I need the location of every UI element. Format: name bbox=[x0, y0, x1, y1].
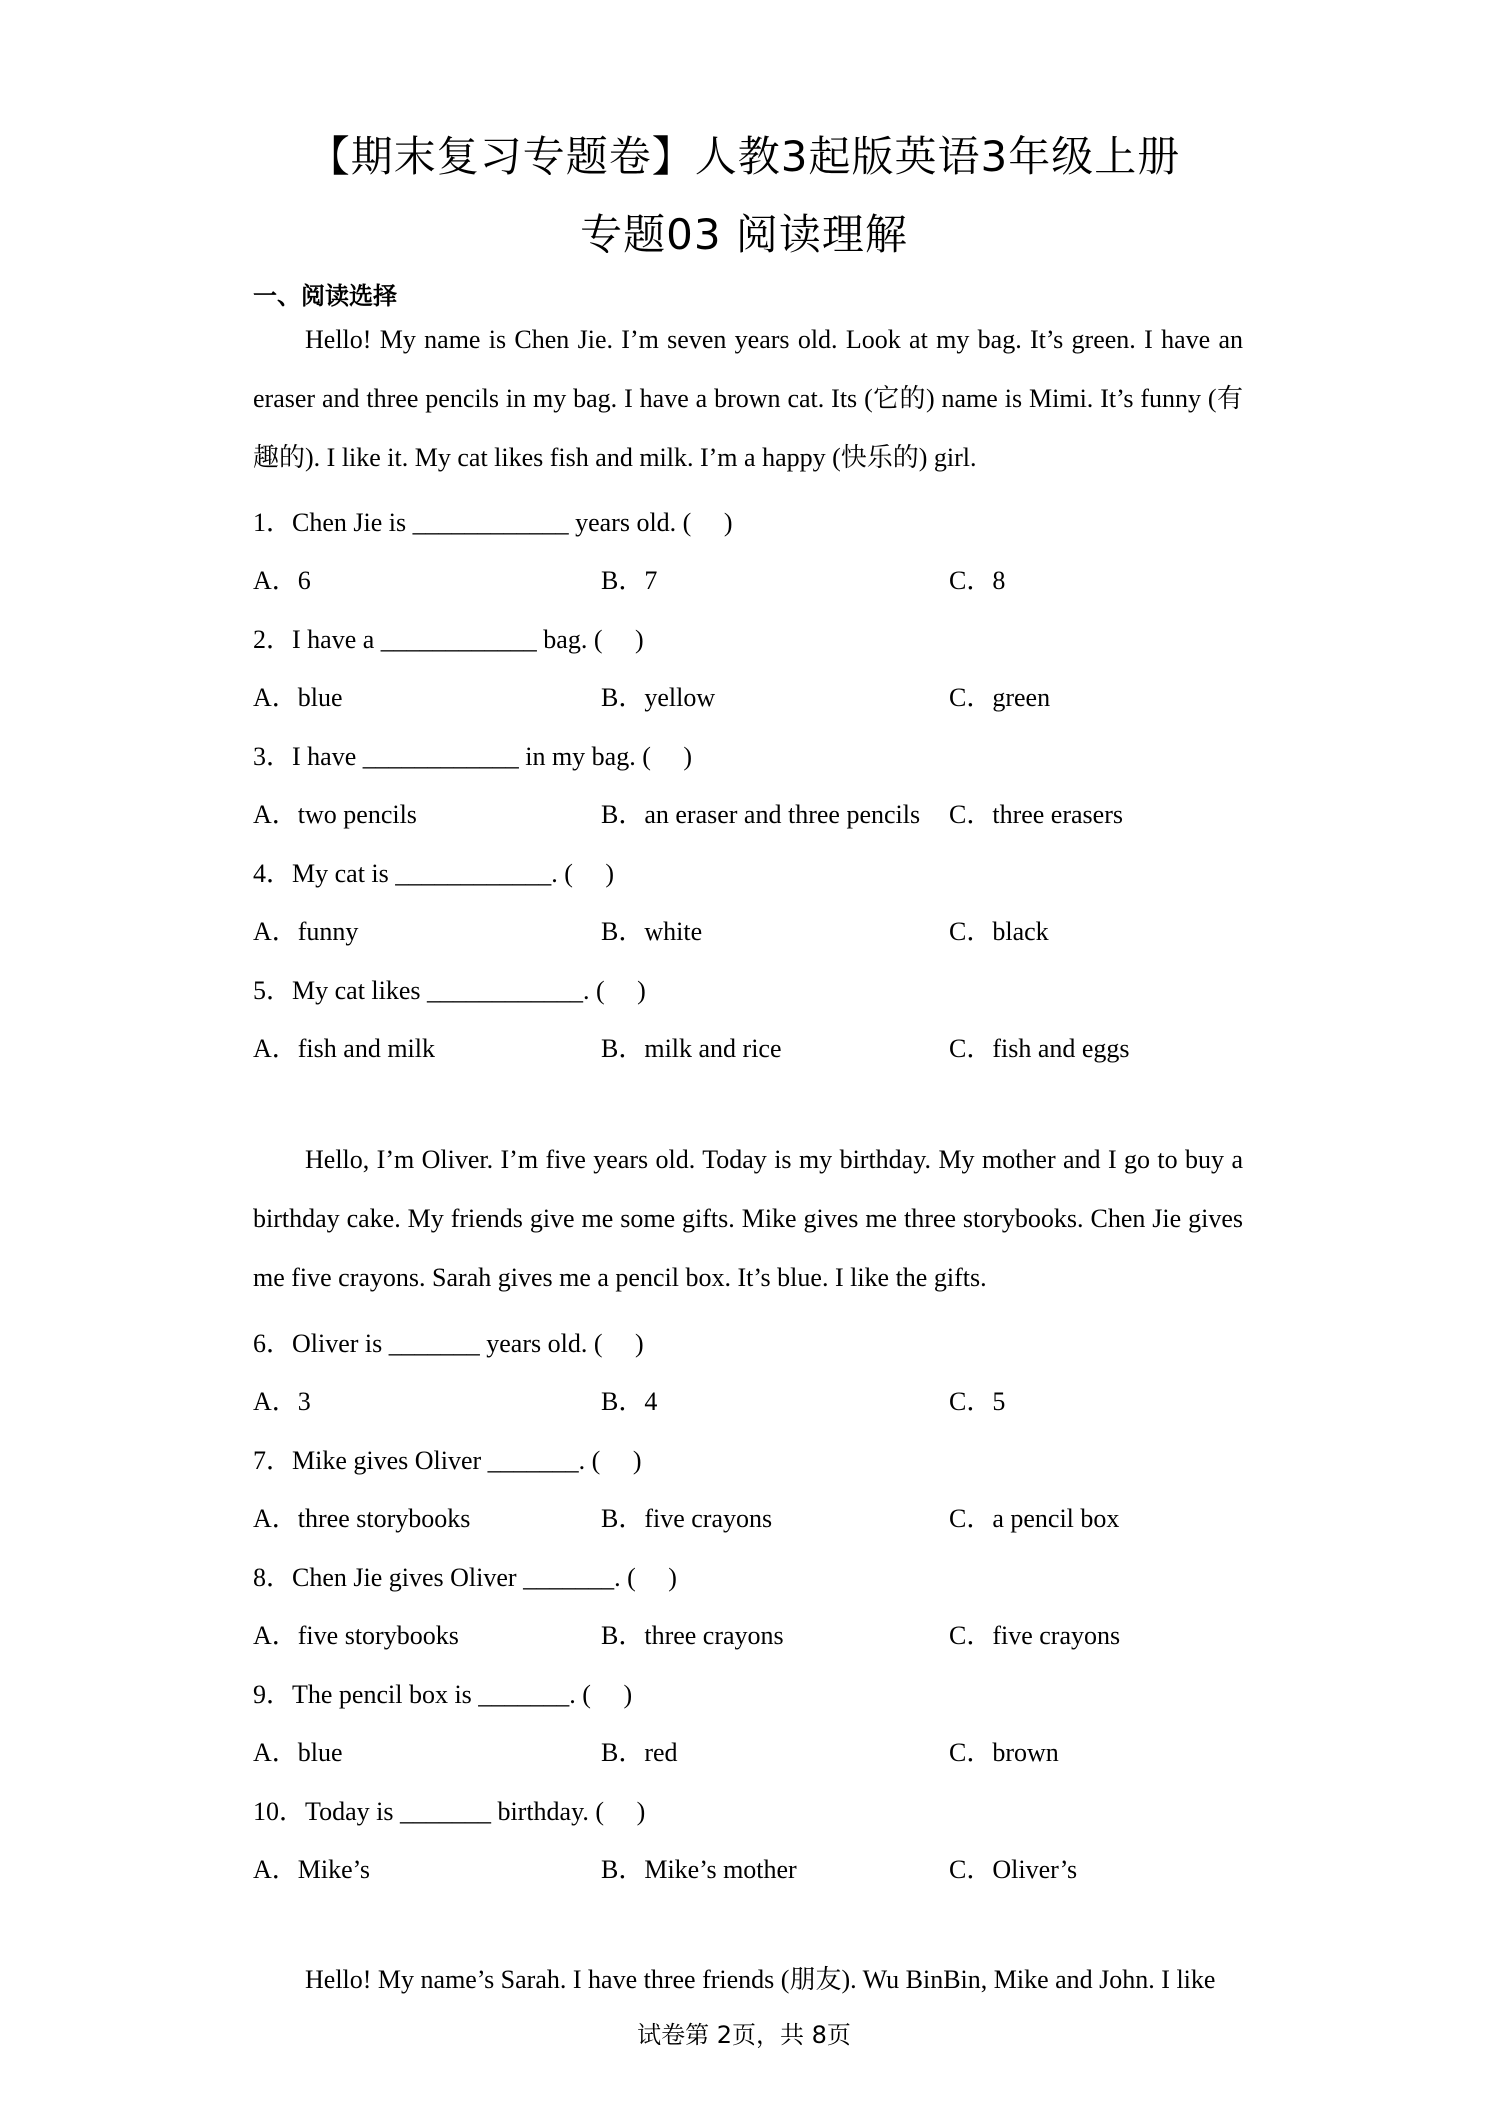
option-c[interactable]: C．8 bbox=[949, 566, 1006, 595]
option-c[interactable]: C．green bbox=[949, 683, 1051, 712]
option-c[interactable]: C．fish and eggs bbox=[949, 1034, 1130, 1063]
option-a[interactable]: A．3 bbox=[253, 1387, 311, 1416]
options-2 bbox=[253, 677, 1253, 717]
question-9: 9．The pencil box is _______. ( ) bbox=[253, 1680, 633, 1709]
option-b[interactable]: B．five crayons bbox=[601, 1504, 773, 1533]
option-b[interactable]: B．7 bbox=[601, 566, 658, 595]
option-b[interactable]: B．three crayons bbox=[601, 1621, 784, 1650]
options-5 bbox=[253, 1028, 1253, 1068]
option-a[interactable]: A．Mike’s bbox=[253, 1855, 371, 1884]
option-c[interactable]: C．brown bbox=[949, 1738, 1059, 1767]
options-4 bbox=[253, 911, 1253, 951]
option-a[interactable]: A．fish and milk bbox=[253, 1034, 435, 1063]
question-1: 1．Chen Jie is ____________ years old. ( ) bbox=[253, 508, 733, 537]
passage-1: Hello! My name is Chen Jie. I’m seven years old. Look at my bag. It’s green. I have an eraser and three pencils in my bag. I have a brown cat. Its (它的) name is Mimi. It’s funny (有趣的). I like it. My cat likes fish and milk. I’m a happy (快乐的) girl. bbox=[253, 325, 1243, 472]
page-title: 【期末复习专题卷】人教3起版英语3年级上册 bbox=[307, 132, 1181, 181]
options-7 bbox=[253, 1498, 1253, 1538]
question-10: 10．Today is _______ birthday. ( ) bbox=[253, 1797, 646, 1826]
option-b[interactable]: B．an eraser and three pencils bbox=[601, 800, 921, 829]
options-6 bbox=[253, 1381, 1253, 1421]
option-c[interactable]: C．black bbox=[949, 917, 1049, 946]
option-b[interactable]: B．milk and rice bbox=[601, 1034, 782, 1063]
question-8: 8．Chen Jie gives Oliver _______. ( ) bbox=[253, 1563, 677, 1592]
options-3 bbox=[253, 794, 1253, 834]
option-b[interactable]: B．4 bbox=[601, 1387, 658, 1416]
options-8 bbox=[253, 1615, 1253, 1655]
options-1 bbox=[253, 560, 1253, 600]
question-4: 4．My cat is ____________. ( ) bbox=[253, 859, 615, 888]
question-7: 7．Mike gives Oliver _______. ( ) bbox=[253, 1446, 642, 1475]
question-3: 3．I have ____________ in my bag. ( ) bbox=[253, 742, 693, 771]
option-c[interactable]: C．five crayons bbox=[949, 1621, 1121, 1650]
question-6: 6．Oliver is _______ years old. ( ) bbox=[253, 1329, 644, 1358]
options-9 bbox=[253, 1732, 1253, 1772]
option-c[interactable]: C．a pencil box bbox=[949, 1504, 1120, 1533]
option-b[interactable]: B．white bbox=[601, 917, 703, 946]
option-a[interactable]: A．6 bbox=[253, 566, 311, 595]
question-5: 5．My cat likes ____________. ( ) bbox=[253, 976, 646, 1005]
option-b[interactable]: B．red bbox=[601, 1738, 678, 1767]
passage-3: Hello! My name’s Sarah. I have three friends (朋友). Wu BinBin, Mike and John. I like bbox=[305, 1965, 1216, 1994]
passage-2: Hello, I’m Oliver. I’m five years old. Today is my birthday. My mother and I go to buy a birthday cake. My friends give me some gifts. Mike gives me three storybooks. Chen Jie gives me five crayons. Sarah gives me a pencil box. It’s blue. I like the gifts. bbox=[253, 1145, 1243, 1292]
option-b[interactable]: B．Mike’s mother bbox=[601, 1855, 797, 1884]
question-2: 2．I have a ____________ bag. ( ) bbox=[253, 625, 644, 654]
option-b[interactable]: B．yellow bbox=[601, 683, 716, 712]
option-a[interactable]: A．blue bbox=[253, 1738, 343, 1767]
option-c[interactable]: C．three erasers bbox=[949, 800, 1123, 829]
option-c[interactable]: C．Oliver’s bbox=[949, 1855, 1078, 1884]
page-footer: 试卷第 2页，共 8页 bbox=[637, 2021, 851, 2049]
section-heading: 一、阅读选择 bbox=[253, 282, 397, 310]
option-a[interactable]: A．funny bbox=[253, 917, 359, 946]
options-10 bbox=[253, 1849, 1253, 1889]
page-subtitle: 专题03 阅读理解 bbox=[580, 210, 908, 259]
option-a[interactable]: A．three storybooks bbox=[253, 1504, 471, 1533]
option-a[interactable]: A．five storybooks bbox=[253, 1621, 459, 1650]
option-c[interactable]: C．5 bbox=[949, 1387, 1006, 1416]
option-a[interactable]: A．two pencils bbox=[253, 800, 417, 829]
option-a[interactable]: A．blue bbox=[253, 683, 343, 712]
